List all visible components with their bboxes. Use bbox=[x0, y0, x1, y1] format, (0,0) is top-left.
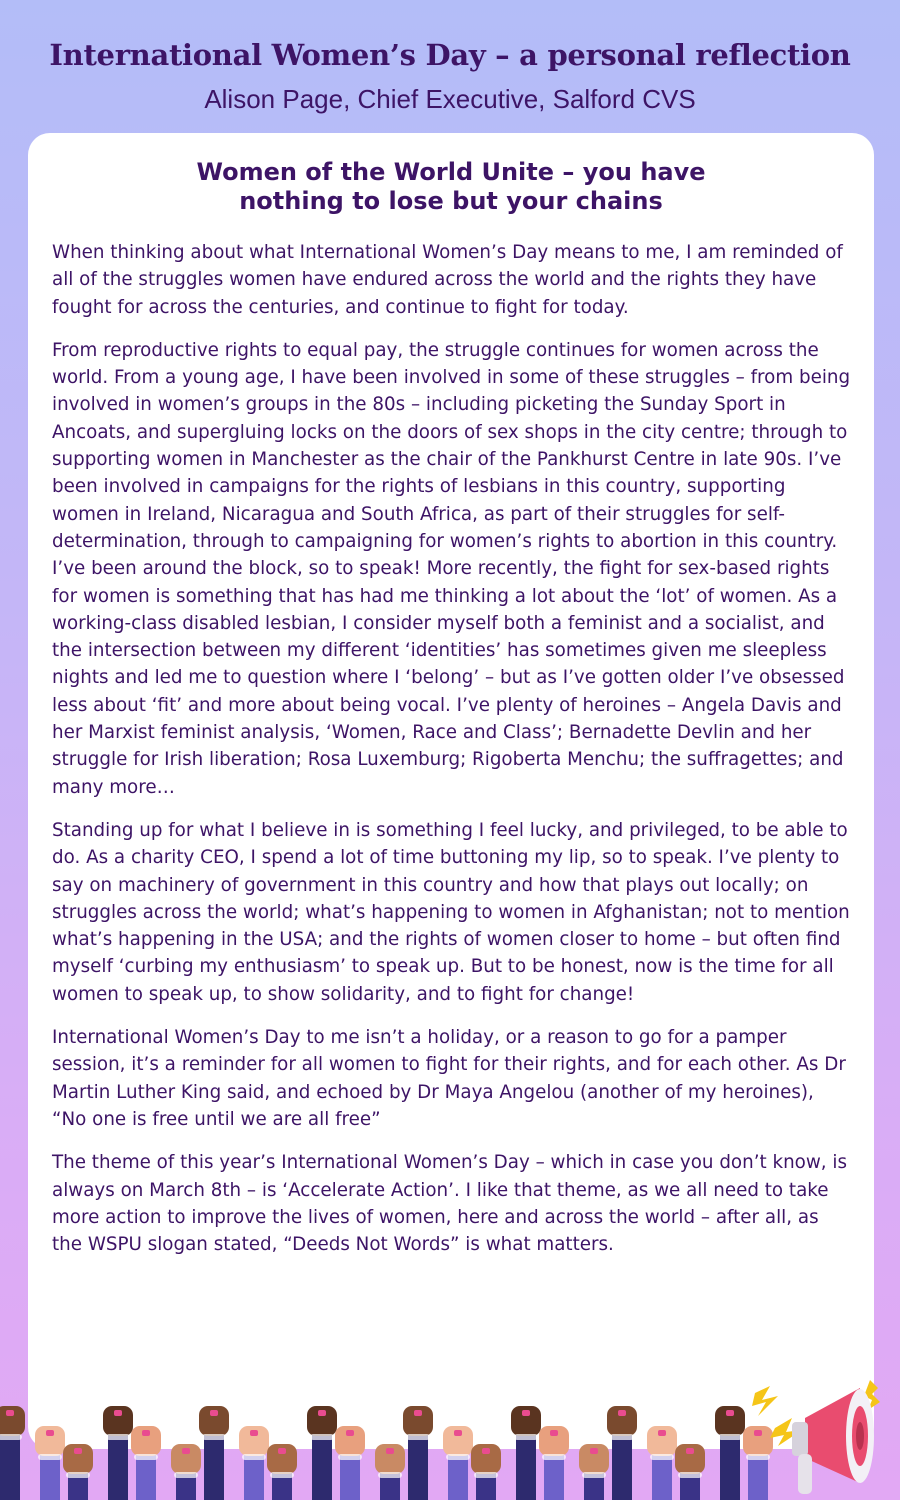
raised-fist bbox=[743, 1426, 773, 1500]
article-paragraph: From reproductive rights to equal pay, the struggle continues for women across the world. From a young age, I have been involved in some of these struggles – from being involved in women’s groups in the 80s – including picketing the Sunday Sport in Ancoats, and supergluing locks on the doors of sex shops in the city centre; through to supporting women in Manchester as the chair of the Pankhurst Centre in late 90s. I’ve been involved in campaigns for the rights of lesbians in this country, supporting women in Ireland, Nicaragua and South Africa, as part of their struggles for self-determination, through to campaigning for women’s rights to abortion in this country. I’ve been around the block, so to speak! More recently, the fight for sex-based rights for women is something that has had me thinking a lot about the ‘lot’ of women. As a working-class disabled lesbian, I consider myself both a feminist and a socialist, and the intersection between my different ‘identities’ has sometimes given me sleepless nights and led me to question where I ‘belong’ – but as I’ve gotten older I’ve obsessed less about ‘fit’ and more about being vocal. I’ve plenty of heroines – Angela Davis and her Marxist feminist analysis, ‘Women, Race and Class’; Bernadette Devlin and her struggle for Irish liberation; Rosa Luxemburg; Rigoberta Menchu; the suffragettes; and many more… bbox=[52, 339, 851, 798]
raised-fists-illustration bbox=[0, 1380, 900, 1500]
raised-fist bbox=[63, 1444, 93, 1500]
article-heading bbox=[28, 158, 874, 216]
raised-fist bbox=[675, 1444, 705, 1500]
page-header bbox=[0, 0, 900, 130]
article-heading-line: nothing to lose but your chains bbox=[239, 187, 663, 215]
raised-fist bbox=[0, 1406, 25, 1500]
article-paragraph: When thinking about what International Women’s Day means to me, I am reminded of all of the struggles women have endured across the world and the rights they have fought for across the centuries, and continue to fight for today. bbox=[52, 242, 843, 318]
raised-fist bbox=[647, 1426, 677, 1500]
raised-fist bbox=[131, 1426, 161, 1500]
raised-fist bbox=[307, 1406, 337, 1500]
raised-fist bbox=[267, 1444, 297, 1500]
raised-fist bbox=[539, 1426, 569, 1500]
article-body bbox=[52, 239, 852, 1274]
page-title: International Women’s Day – a personal reflection bbox=[49, 38, 851, 72]
raised-fist bbox=[103, 1406, 133, 1500]
author-subtitle: Alison Page, Chief Executive, Salford CVS bbox=[204, 84, 696, 114]
raised-fist bbox=[239, 1426, 269, 1500]
raised-fist bbox=[579, 1444, 609, 1500]
raised-fist bbox=[443, 1426, 473, 1500]
raised-fist bbox=[171, 1444, 201, 1500]
raised-fist bbox=[35, 1426, 65, 1500]
raised-fist bbox=[715, 1406, 745, 1500]
raised-fist bbox=[471, 1444, 501, 1500]
article-heading-line: Women of the World Unite – you have bbox=[196, 158, 706, 186]
raised-fist bbox=[403, 1406, 433, 1500]
raised-fist bbox=[199, 1406, 229, 1500]
article-paragraph: Standing up for what I believe in is something I feel lucky, and privileged, to be able to do. As a charity CEO, I spend a lot of time buttoning my lip, so to speak. I’ve plenty to say on machinery of government in this country and how that plays out locally; on struggles across the world; what’s happening to women in Afghanistan; not to mention what’s happening in the USA; and the rights of women closer to home – but often find myself ‘curbing my enthusiasm’ to speak up. But to be honest, now is the time for all women to speak up, to show solidarity, and to fight for change! bbox=[52, 819, 850, 1005]
raised-fist bbox=[511, 1406, 541, 1500]
raised-fist bbox=[335, 1426, 365, 1500]
megaphone-icon bbox=[752, 1380, 880, 1494]
article-paragraph: International Women’s Day to me isn’t a holiday, or a reason to go for a pamper session, it’s a reminder for all women to fight for their rights, and for each other. As Dr Martin Luther King said, and echoed by Dr Maya Angelou (another of my heroines), “No one is free until we are all free” bbox=[52, 1027, 846, 1130]
raised-fist bbox=[607, 1406, 637, 1500]
article-paragraph: The theme of this year’s International Women’s Day – which in case you don’t know, is always on March 8th – is ‘Accelerate Action’. I like that theme, as we all need to take more action to improve the lives of women, here and across the world – after all, as the WSPU slogan stated, “Deeds Not Words” is what matters. bbox=[52, 1152, 848, 1256]
raised-fist bbox=[375, 1444, 405, 1500]
article-card bbox=[28, 133, 874, 1449]
